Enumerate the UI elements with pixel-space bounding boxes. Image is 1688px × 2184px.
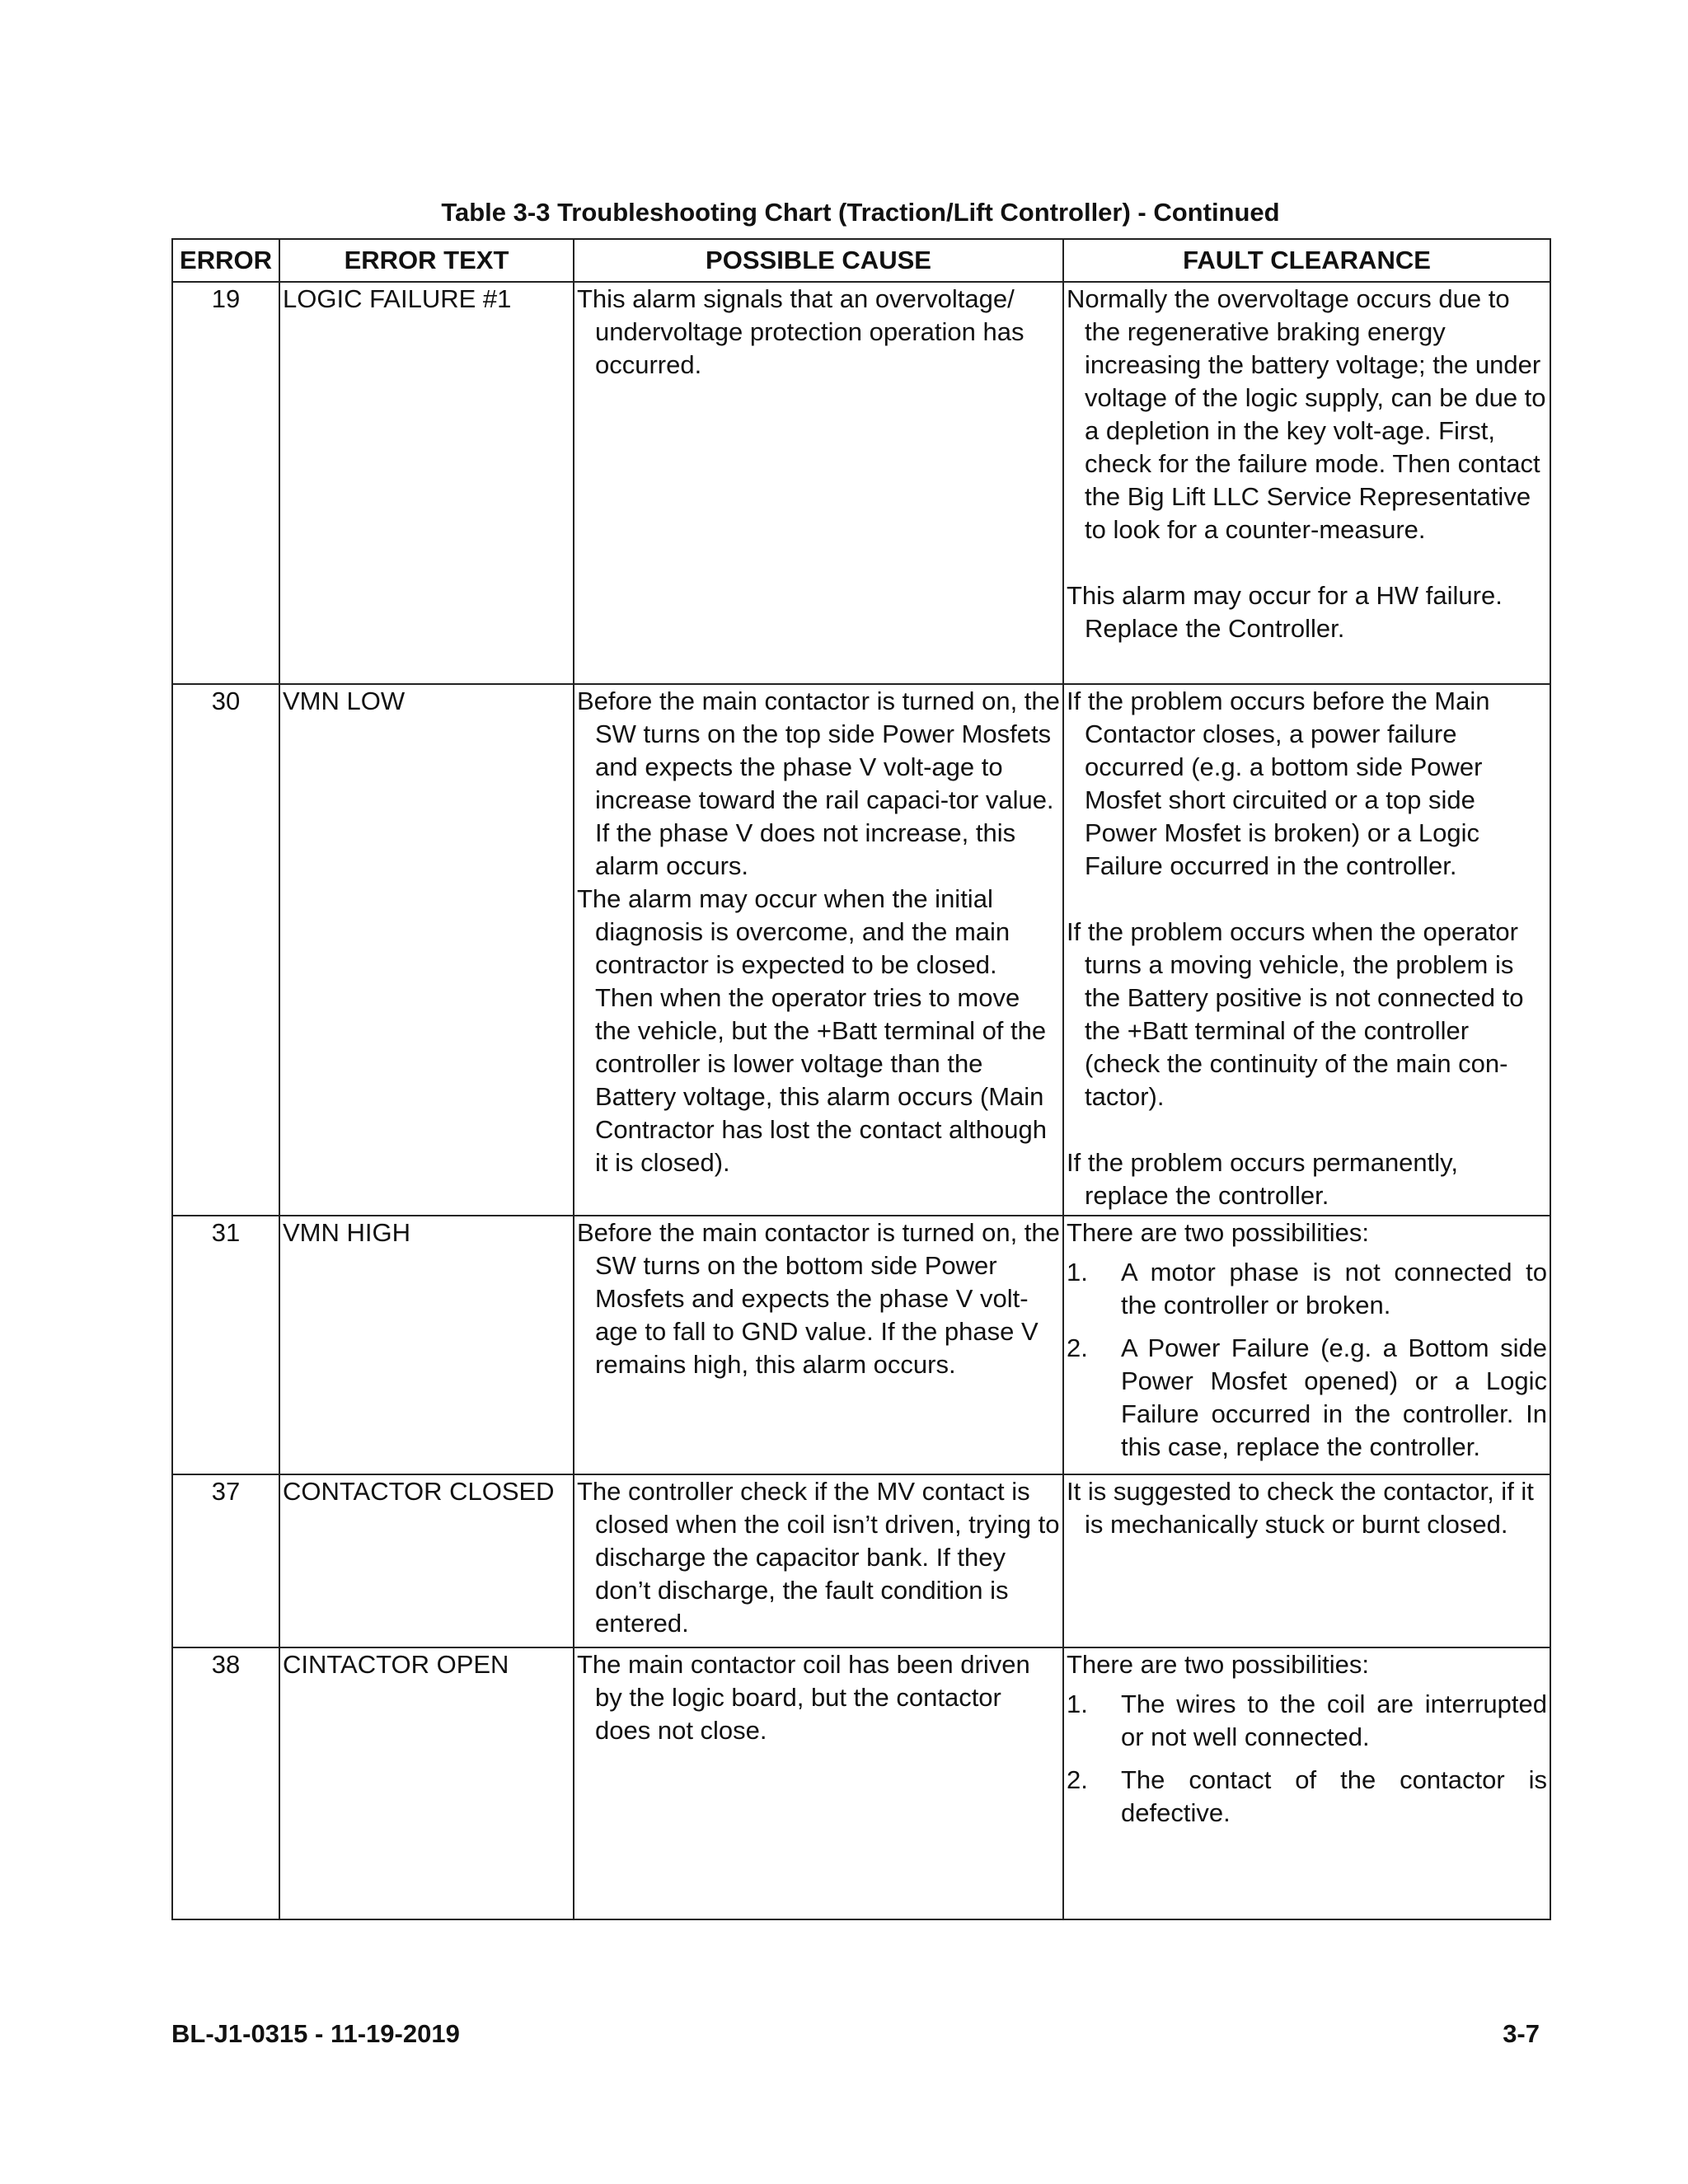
fault-clearance — [1063, 282, 1550, 684]
troubleshooting-table — [171, 238, 1551, 1920]
table-row — [172, 1216, 1550, 1474]
cause-paragraph: Before the main contactor is turned on, the SW turns on the bottom side Power Mosfets and expects the phase V volt-age to fall to GND value. If the phase V remains high, this alarm occurs. — [577, 1218, 1060, 1379]
list-text: The contact of the contactor is defective. — [1121, 1765, 1547, 1827]
error-code: 30 — [172, 684, 279, 1216]
fault-clearance — [1063, 684, 1550, 1216]
list-text: The wires to the coil are interrupted or not well connected. — [1121, 1690, 1547, 1751]
possible-cause — [574, 1474, 1063, 1647]
clearance-intro: There are two possibilities: — [1067, 1650, 1369, 1679]
cause-paragraph: Before the main contactor is turned on, the SW turns on the top side Power Mosfets and expects the phase V volt-age to increase toward the rail capaci-tor value. If the phase V does not increase, this alarm occurs. — [577, 687, 1060, 880]
cause-paragraph: This alarm signals that an overvoltage/ undervoltage protection operation has occurred. — [577, 284, 1025, 379]
list-number: 2. — [1067, 1333, 1088, 1362]
error-text: VMN HIGH — [279, 1216, 574, 1474]
list-item — [1067, 1332, 1547, 1464]
cause-paragraph: The controller check if the MV contact is closed when the coil isn’t driven, trying to discharge the capacitor bank. If they don’t discharge, the fault condition is entered. — [577, 1477, 1060, 1638]
cause-paragraph: The main contactor coil has been driven by the logic board, but the contactor does not close. — [577, 1650, 1030, 1745]
error-code: 31 — [172, 1216, 279, 1474]
header-possible-cause: POSSIBLE CAUSE — [574, 239, 1063, 282]
error-text: VMN LOW — [279, 684, 574, 1216]
header-error: ERROR — [172, 239, 279, 282]
error-code: 37 — [172, 1474, 279, 1647]
error-text: CINTACTOR OPEN — [279, 1647, 574, 1919]
clearance-paragraph: If the problem occurs before the Main Contactor closes, a power failure occurred (e.g. a bottom side Power Mosfet short circuited or a top side Power Mosfet is broken) or a Logic Failure occurred in the controller. — [1067, 687, 1490, 880]
error-text: LOGIC FAILURE #1 — [279, 282, 574, 684]
error-text: CONTACTOR CLOSED — [279, 1474, 574, 1647]
clearance-paragraph: Normally the overvoltage occurs due to the regenerative braking energy increasing the battery voltage; the under voltage of the logic supply, can be due to a depletion in the key volt-age. First, check for the failure mode. Then contact the Big Lift LLC Service Representative to look for a counter-measure. — [1067, 284, 1546, 544]
list-item — [1067, 1764, 1547, 1830]
table-title: Table 3-3 Troubleshooting Chart (Traction/Lift Controller) - Continued — [441, 198, 1280, 227]
list-item — [1067, 1688, 1547, 1754]
table-row — [172, 684, 1550, 1216]
header-fault-clearance: FAULT CLEARANCE — [1063, 239, 1550, 282]
list-item — [1067, 1256, 1547, 1322]
fault-clearance — [1063, 1647, 1550, 1919]
header-error-text: ERROR TEXT — [279, 239, 574, 282]
list-text: A Power Failure (e.g. a Bottom side Power Mosfet opened) or a Logic Failure occurred in the controller. In this case, replace the controller. — [1121, 1333, 1547, 1461]
error-code: 38 — [172, 1647, 279, 1919]
clearance-paragraph: This alarm may occur for a HW failure. Replace the Controller. — [1067, 581, 1503, 643]
possible-cause — [574, 684, 1063, 1216]
table-header-row — [172, 239, 1550, 282]
clearance-paragraph: If the problem occurs permanently, replace the controller. — [1067, 1148, 1458, 1210]
fault-clearance — [1063, 1216, 1550, 1474]
error-code: 19 — [172, 282, 279, 684]
cause-paragraph: The alarm may occur when the initial diagnosis is overcome, and the main contractor is expected to be closed. Then when the operator tries to move the vehicle, but the +Batt terminal of the controller is lower voltage than the Battery voltage, this alarm occurs (Main Contractor has lost the contact although it is closed). — [577, 884, 1047, 1177]
footer-page-number: 3-7 — [1503, 2019, 1540, 2048]
table-row — [172, 1474, 1550, 1647]
list-number: 1. — [1067, 1690, 1088, 1718]
table-row — [172, 1647, 1550, 1919]
list-number: 2. — [1067, 1765, 1088, 1794]
clearance-paragraph: If the problem occurs when the operator turns a moving vehicle, the problem is the Battery positive is not connected to the +Batt terminal of the controller (check the continuity of the main con-tactor). — [1067, 917, 1524, 1111]
clearance-paragraph: It is suggested to check the contactor, if it is mechanically stuck or burnt closed. — [1067, 1477, 1534, 1539]
possible-cause — [574, 1647, 1063, 1919]
possible-cause — [574, 1216, 1063, 1474]
footer-doc-id: BL-J1-0315 - 11-19-2019 — [171, 2019, 460, 2048]
clearance-intro: There are two possibilities: — [1067, 1218, 1369, 1247]
list-text: A motor phase is not connected to the controller or broken. — [1121, 1258, 1547, 1319]
table-row — [172, 282, 1550, 684]
list-number: 1. — [1067, 1258, 1088, 1286]
possible-cause — [574, 282, 1063, 684]
fault-clearance — [1063, 1474, 1550, 1647]
